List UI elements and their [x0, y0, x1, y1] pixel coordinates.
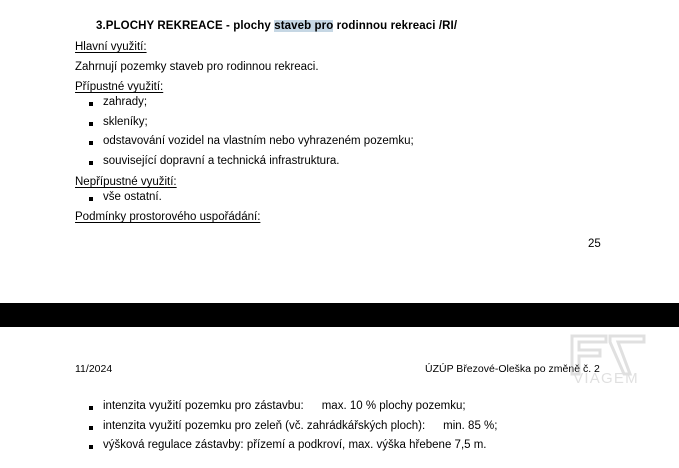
- list-item: související dopravní a technická infrastruktura.: [75, 155, 414, 167]
- list-item-label: výšková regulace zástavby: přízemí a podkroví, max. výška hřebene 7,5 m.: [103, 439, 487, 451]
- subsection-label-spatial-conditions: Podmínky prostorového uspořádání:: [75, 211, 261, 223]
- list-item: [75, 400, 497, 412]
- list-item: vše ostatní.: [75, 191, 162, 203]
- page-separator-band: [0, 303, 679, 327]
- section-heading: [96, 20, 457, 32]
- list-item-label: intenzita využití pozemku pro zeleň (vč. zahrádkářských ploch):: [103, 419, 426, 432]
- main-use-paragraph: Zahrnují pozemky staveb pro rodinnou rekreaci.: [75, 61, 319, 73]
- subsection-label-permitted-use: Přípustné využití:: [75, 81, 164, 93]
- document-date: 11/2024: [75, 363, 113, 375]
- permitted-use-list: [75, 96, 414, 174]
- not-permitted-use-list: [75, 191, 162, 203]
- list-item-value: max. 10 % plochy pozemku;: [321, 400, 466, 412]
- list-item: odstavování vozidel na vlastním nebo vyhrazeném pozemku;: [75, 135, 414, 147]
- list-item: skleníky;: [75, 116, 414, 128]
- bottom-document-section: [0, 327, 679, 468]
- list-item: zahrady;: [75, 96, 414, 108]
- list-item-label: intenzita využití pozemku pro zástavbu:: [103, 400, 304, 412]
- subsection-label-not-permitted-use: Nepřípustné využití:: [75, 176, 177, 188]
- heading-prefix: 3.PLOCHY REKREACE - plochy: [96, 20, 275, 32]
- page-number: 25: [588, 238, 601, 250]
- document-header-title: ÚZÚP Březové-Oleška po změně č. 2: [425, 363, 600, 375]
- list-item: [75, 420, 497, 432]
- list-item: [75, 439, 497, 451]
- heading-highlighted-text: staveb pro: [274, 20, 334, 32]
- watermark-text: VIAGEM: [573, 370, 639, 387]
- spatial-conditions-list: [75, 400, 497, 459]
- heading-suffix: rodinnou rekreaci /RI/: [333, 20, 458, 32]
- list-item-value: min. 85 %;: [443, 419, 498, 432]
- subsection-label-main-use: Hlavní využití:: [75, 41, 147, 53]
